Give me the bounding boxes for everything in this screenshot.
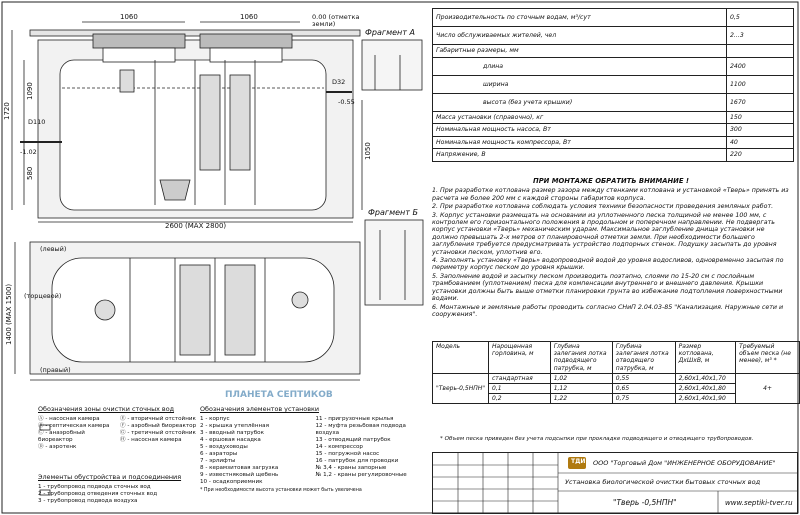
list-item: 2 - крышка утеплённая (200, 423, 269, 429)
list-item: 1 - трубопровод подвода сточных вод (38, 484, 151, 490)
table-row: Номинальная мощность насоса, Вт 300 (433, 124, 794, 137)
spec-table (432, 8, 794, 162)
note-item: 1. При разработке котлована размер зазора между стенками котлована и установкой «Тверь» принять из расчета не более 200 мм с каждой стороны габаритов корпуса. (432, 187, 789, 202)
table-row: Производительность по сточным водам, м³/сут 0,5 (433, 9, 794, 27)
list-item: 15 - погружной насос (315, 451, 380, 457)
list-item: 2 - трубопровод отведения сточных вод (38, 491, 158, 497)
company-name: ООО "Торговый Дом "ИНЖЕНЕРНОЕ ОБОРУДОВАНИЕ" (593, 459, 776, 467)
model-name: "Тверь -0,5НПН" (613, 498, 677, 507)
legend-equipment: Обозначения элементов установки 1 - корпус 2 - крышка утеплённая 3 - вводный патрубок 4 - ершовая насадка 5 - воздуховоды 6 - аэраторы 7 - эрлифты 8 - керамзитовая загрузка 9 - известняковый щебень 10 - осадкоприемник 11 - пригрузочные крылья 12 - муфта резьбовая подвода воздуха 13 - отводящий патрубок 14 - компрессор 15 - погружной насос 16 - патрубок для проводки № 3,4 - краны запорные № 1,2 - краны регулировочные * При необходимости высота установки может быть увеличена (200, 406, 425, 494)
legend-devices: Элементы обустройства и подсоединения 1 - трубопровод подвода сточных вод 2 - трубопровод отведения сточных вод 3 - трубопровод подвода воздуха (38, 474, 198, 505)
list-item: 8 - керамзитовая загрузка (200, 465, 279, 471)
dim-1060-right: 1060 (240, 13, 258, 21)
table-row: ширина 1100 (433, 75, 794, 93)
fragment-a-title: Фрагмент А (365, 28, 415, 37)
list-item: 1 - корпус (200, 416, 230, 422)
elevation-102: -1.02 (20, 148, 37, 156)
table-row: Масса установки (справочно), кг 150 (433, 111, 794, 124)
media-block-2 (230, 75, 250, 170)
table-row: Напряжение, В 220 (433, 149, 794, 162)
legend-note: * При необходимости высота установки может быть увеличена (200, 488, 362, 493)
list-item: Ⓗ - насосная камера (120, 437, 182, 443)
note-item: 3. Корпус установки размещать на основании из уплотненного песка толщиной не менее 100 мм, с контролем его горизонтального положения в продольном и поперечном направлении. Не подвергать корпус установки «Тверь» механическим ударам. Максимальное заглубление днища установки не должно превышать 2-х метров от планировочной отметки земли. При необходимости большего заглубления требуется предусматривать устройство подпорных стенок. Подушку засыпать до уровня установки песком, уплотнив его. (432, 211, 777, 256)
table-row: высота (без учета крышки) 1670 (433, 93, 794, 111)
website[interactable]: www.septiki-tver.ru (725, 499, 793, 507)
dim-1400: 1400 (MAX 1500) (5, 283, 13, 345)
front-view-label: (торцевой) (24, 292, 62, 300)
title-block (432, 452, 798, 514)
fragment-b (365, 220, 423, 305)
tank-section (60, 60, 326, 210)
media-block-1 (200, 75, 220, 170)
list-item: Ⓕ - аэробный биореактор (120, 423, 197, 429)
notes-title: ПРИ МОНТАЖЕ ОБРАТИТЬ ВНИМАНИЕ ! (533, 177, 689, 185)
list-item: 11 - пригрузочные крылья (315, 416, 394, 422)
table-row: Габаритные размеры, мм (433, 45, 794, 58)
list-item: № 1,2 - краны регулировочные (315, 472, 407, 478)
table-row: Число обслуживаемых жителей, чел 2...3 (433, 27, 794, 45)
model-table: Модель Нарощенная горловина, м Глубина залегания лотка подводящего патрубка, м Глубина залегания лотка отводящего патрубка, м Размер котлована, ДхШхВ, м Требуемый объем песка (не менее), м³ * "Тверь-0,5НПН" стандартная 1,02 0,55 2,60х1,40х1,70 4+ 0,1 1,12 0,65 2,60х1,40х1,80 0,2 1,22 0,75 2,60х1,40х1,90 (432, 341, 800, 404)
list-item: 12 - муфта резьбовая подвода воздуха (315, 423, 406, 436)
list-item: Ⓐ - насосная камера (38, 416, 100, 422)
legend-zones: Обозначения зоны очистки сточных вод Ⓐ - насосная камера Ⓑ - септическая камера Ⓒ - анаэробный биореактор Ⓓ - аэротенк Ⓔ - вторичный отстойник Ⓕ - аэробный биореактор Ⓖ - третичный отстойник Ⓗ - насосная камера (38, 405, 197, 450)
dim-580: 580 (26, 166, 34, 180)
dim-1060-left: 1060 (120, 13, 138, 21)
list-item: Ⓒ - анаэробный биореактор (38, 430, 85, 443)
left-view-label: (левый) (40, 245, 67, 253)
list-item: Ⓑ - септическая камера (38, 423, 110, 429)
note-item: 5. Заполнение водой и засыпку песком производить поэтапно, слоями по 15-20 см с послойным трамбованием (уплотнением) песка для компенсации внутреннего и внешнего давления. Крышки установки должны быть выше отметки планировки грунта во избежание подтопления поверхностными водами. (432, 272, 783, 303)
drawing-title: Установка биологической очистки бытовых сточных вод (565, 478, 761, 486)
list-item: 7 - эрлифты (200, 458, 236, 464)
dim-1090: 1090 (26, 82, 34, 100)
pump (120, 70, 134, 92)
ground-strip (30, 30, 360, 36)
dim-1720: 1720 (3, 102, 11, 120)
dim-1050: 1050 (364, 142, 372, 160)
table-row: 0,2 1,22 0,75 2,60х1,40х1,90 (433, 393, 800, 403)
installation-notes (432, 178, 790, 319)
list-item: 10 - осадкоприемник (200, 479, 263, 485)
note-item: 6. Монтажные и земляные работы проводить согласно СНиП 2.04.03-85 "Канализация. Наружные сети и сооружения". (432, 303, 784, 318)
plan-pump (95, 300, 115, 320)
neck-left (103, 48, 175, 62)
list-item: 13 - отводящий патрубок (315, 437, 391, 443)
table-row: Номинальная мощность компрессора, Вт 40 (433, 136, 794, 149)
dim-2600: 2600 (MAX 2800) (165, 222, 227, 230)
lid-left (93, 34, 185, 48)
list-item: 16 - патрубок для проводки (315, 458, 399, 464)
list-item: 5 - воздуховоды (200, 444, 248, 450)
list-item: 3 - трубопровод подвода воздуха (38, 498, 138, 504)
table-row: длина 2400 (433, 57, 794, 75)
d110-label: D110 (28, 118, 46, 126)
list-item: 3 - вводный патрубок (200, 430, 264, 436)
list-item: Ⓖ - третичный отстойник (120, 430, 196, 436)
right-view-label: (правый) (40, 366, 71, 374)
note-item: 2. При разработке котлована соблюдать условия техники безопасности проведения земляных работ. (432, 203, 774, 211)
fragment-a (362, 40, 422, 90)
elevation-000: 0.00 (отметка земли) (312, 13, 360, 28)
neck-right (210, 48, 282, 62)
footnote: * Объем песка приведен без учета подсыпки при прокладке подводящего и отводящего трубопроводов. (440, 436, 754, 442)
fragment-b-title: Фрагмент Б (368, 208, 418, 217)
list-item: Ⓔ - вторичный отстойник (120, 416, 196, 422)
elevation-055: -0.55 (338, 98, 355, 106)
lid-right (200, 34, 292, 48)
list-item: 14 - компрессор (315, 444, 363, 450)
list-item: 4 - ершовая насадка (200, 437, 261, 443)
watermark: ПЛАНЕТА СЕПТИКОВ (225, 390, 333, 400)
list-item: № 3,4 - краны запорные (315, 465, 387, 471)
table-row: 0,1 1,12 0,65 2,60х1,40х1,80 (433, 383, 800, 393)
note-item: 4. Заполнять установку «Тверь» водопроводной водой до уровня водосливов, одновременно засыпая по периметру корпус песком до уровня крышки. (432, 257, 784, 272)
list-item: 9 - известняковый щебень (200, 472, 279, 478)
d32-label: D32 (332, 78, 346, 86)
company-logo-text: ТДИ (571, 458, 586, 465)
list-item: 6 - аэраторы (200, 451, 238, 457)
table-row: "Тверь-0,5НПН" стандартная 1,02 0,55 2,60х1,40х1,70 4+ (433, 373, 800, 383)
list-item: Ⓓ - аэротенк (38, 444, 77, 450)
